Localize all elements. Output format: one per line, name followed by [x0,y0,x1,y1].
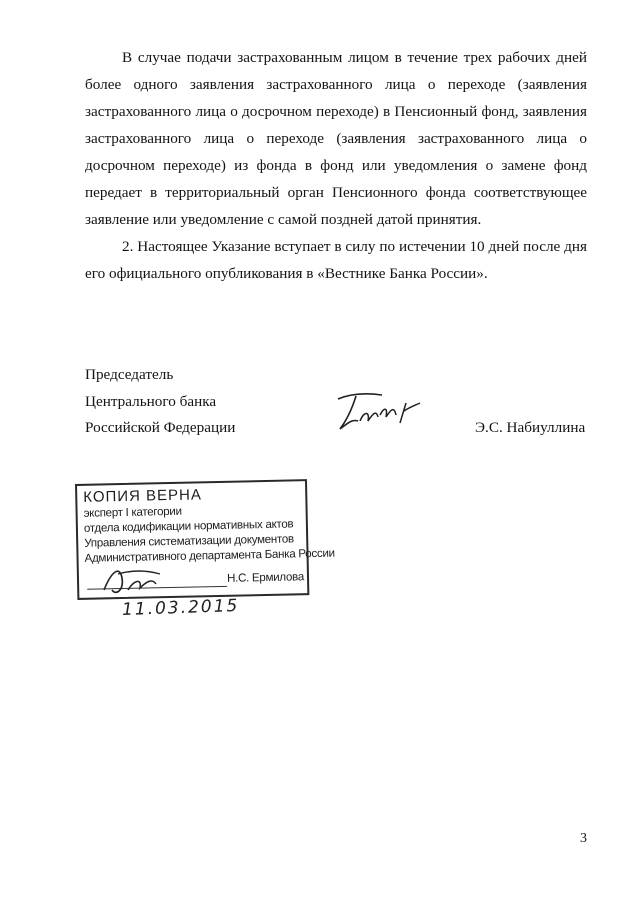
page-number: 3 [580,831,587,846]
stamp-line-4: Административного департамента Банка России [84,546,335,565]
signer-name: Э.С. Набиуллина [475,419,586,436]
stamp-line-1: эксперт I категории [83,504,182,520]
signer-title-line-1: Председатель [85,366,174,383]
stamp-heading: КОПИЯ ВЕРНА [83,486,203,506]
stamp-signature [98,560,168,600]
stamp-name: Н.С. Ермилова [226,570,305,585]
stamp-date: 11.03.2015 [121,595,240,621]
paragraph-2: 2. Настоящее Указание вступает в силу по истечении 10 дней после дня его официального опубликования в «Вестнике Банка России». [85,238,587,282]
signer-title-line-3: Российской Федерации [85,419,236,436]
paragraph-1: В случае подачи застрахованным лицом в течение трех рабочих дней более одного заявления застрахованного лица о переходе (заявления застрахованного лица о досрочном переходе) в Пенсионный фонд, заявления застрахованного лица о переходе (заявления застрахованного лица о досрочном переходе) из фонда в фонд или уведомления о замене фонд передает в территориальный орган Пенсионного фонда соответствующее заявление или уведомление с самой поздней датой принятия. [85,49,587,228]
stamp-line-2: отдела кодификации нормативных актов [83,517,294,535]
stamp-line-3: Управления систематизации документов [84,532,294,550]
chairman-signature [330,385,425,437]
signer-title-line-2: Центрального банка [85,393,217,410]
